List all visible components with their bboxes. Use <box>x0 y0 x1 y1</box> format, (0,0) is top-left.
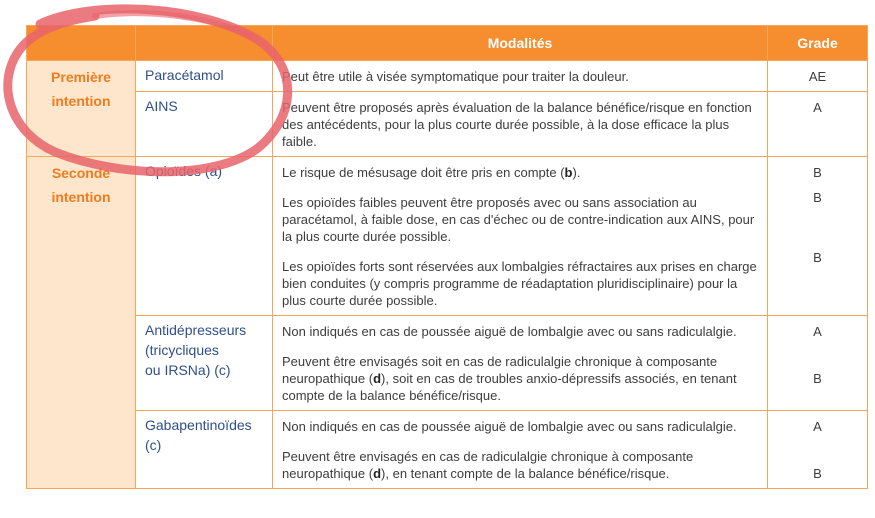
header-grade: Grade <box>768 26 868 61</box>
modalite-cell <box>273 157 768 316</box>
grade-value: B <box>813 371 822 386</box>
drug-name: Gabapentinoïdes <box>145 417 252 433</box>
modalite-text: Non indiqués en cas de poussée aiguë de lombalgie avec ou sans radiculalgie. <box>282 324 737 339</box>
grade-value: B <box>813 165 822 180</box>
modalite-text: Peuvent être envisagés soit en cas de radiculalgie chronique à composante neuropathique (d), soit en cas de troubles anxio-dépressifs associés, en tenant compte de la balance bénéfice/risque. <box>282 354 737 403</box>
grade-value: B <box>813 466 822 481</box>
table-row <box>27 61 868 92</box>
drug-opioides <box>136 157 273 316</box>
grade-value: B <box>813 250 822 265</box>
grade-cell <box>768 316 868 411</box>
grade-cell <box>768 157 868 316</box>
grade-value: A <box>813 419 822 434</box>
drug-name: Opioïdes (a) <box>145 163 223 179</box>
drug-paracetamol <box>136 61 273 92</box>
reference-mark: b <box>564 165 573 180</box>
intention-seconde <box>27 157 136 489</box>
reference-mark: d <box>373 371 382 386</box>
grade-value: A <box>813 100 822 115</box>
modalite-text: Le risque de mésusage doit être pris en compte (b). <box>282 165 581 180</box>
drug-name: ou IRSNa) (c) <box>145 362 231 378</box>
drug-name: (c) <box>145 437 162 453</box>
drug-name: Antidépresseurs <box>145 322 247 338</box>
intention-premiere <box>27 61 136 157</box>
grade-cell <box>768 61 868 92</box>
intention-label: intention <box>51 93 111 109</box>
modalite-text: Non indiqués en cas de poussée aiguë de lombalgie avec ou sans radiculalgie. <box>282 419 737 434</box>
table-header-row <box>27 26 868 61</box>
modalite-text: Peuvent être envisagés en cas de radiculalgie chronique à composante neuropathique (d), en tenant compte de la balance bénéfice/risque. <box>282 449 694 481</box>
modalite-text: Peut être utile à visée symptomatique pour traiter la douleur. <box>282 69 629 84</box>
intention-label: intention <box>51 189 111 205</box>
table-row <box>27 411 868 489</box>
table-row <box>27 157 868 316</box>
drug-gabapentinoides <box>136 411 273 489</box>
drug-antidepresseurs <box>136 316 273 411</box>
table-row <box>27 316 868 411</box>
modalite-text: Les opioïdes forts sont réservées aux lombalgies réfractaires aux prises en charge bien conduites (y compris programme de réadaptation pluridisciplinaire) pour la plus courte durée possible. <box>282 259 757 308</box>
drug-name: AINS <box>145 98 178 114</box>
drug-name: (tricycliques <box>145 342 219 358</box>
grade-value: AE <box>808 69 827 84</box>
intention-label: Seconde <box>51 165 111 181</box>
drug-ains <box>136 92 273 157</box>
grade-value: A <box>813 324 822 339</box>
modalite-cell <box>273 61 768 92</box>
grade-cell <box>768 411 868 489</box>
header-blank-cell <box>27 26 136 61</box>
recommendations-table <box>26 25 868 489</box>
modalite-cell <box>273 92 768 157</box>
header-blank-cell <box>136 26 273 61</box>
modalite-cell <box>273 316 768 411</box>
grade-cell <box>768 92 868 157</box>
modalite-text: Peuvent être proposés après évaluation de la balance bénéfice/risque en fonction des antécédents, pour la plus courte durée possible, à la dose efficace la plus faible. <box>282 100 752 149</box>
drug-name: Paracétamol <box>145 67 224 83</box>
intention-label: Première <box>51 69 111 85</box>
modalite-text: Les opioïdes faibles peuvent être proposés avec ou sans association au paracétamol, à faible dose, en cas d'échec ou de contre-indication aux AINS, pour la plus courte durée possible. <box>282 195 755 244</box>
modalite-cell <box>273 411 768 489</box>
table-row <box>27 92 868 157</box>
header-modalites: Modalités <box>273 26 768 61</box>
grade-value: B <box>813 190 822 205</box>
reference-mark: d <box>373 466 382 481</box>
